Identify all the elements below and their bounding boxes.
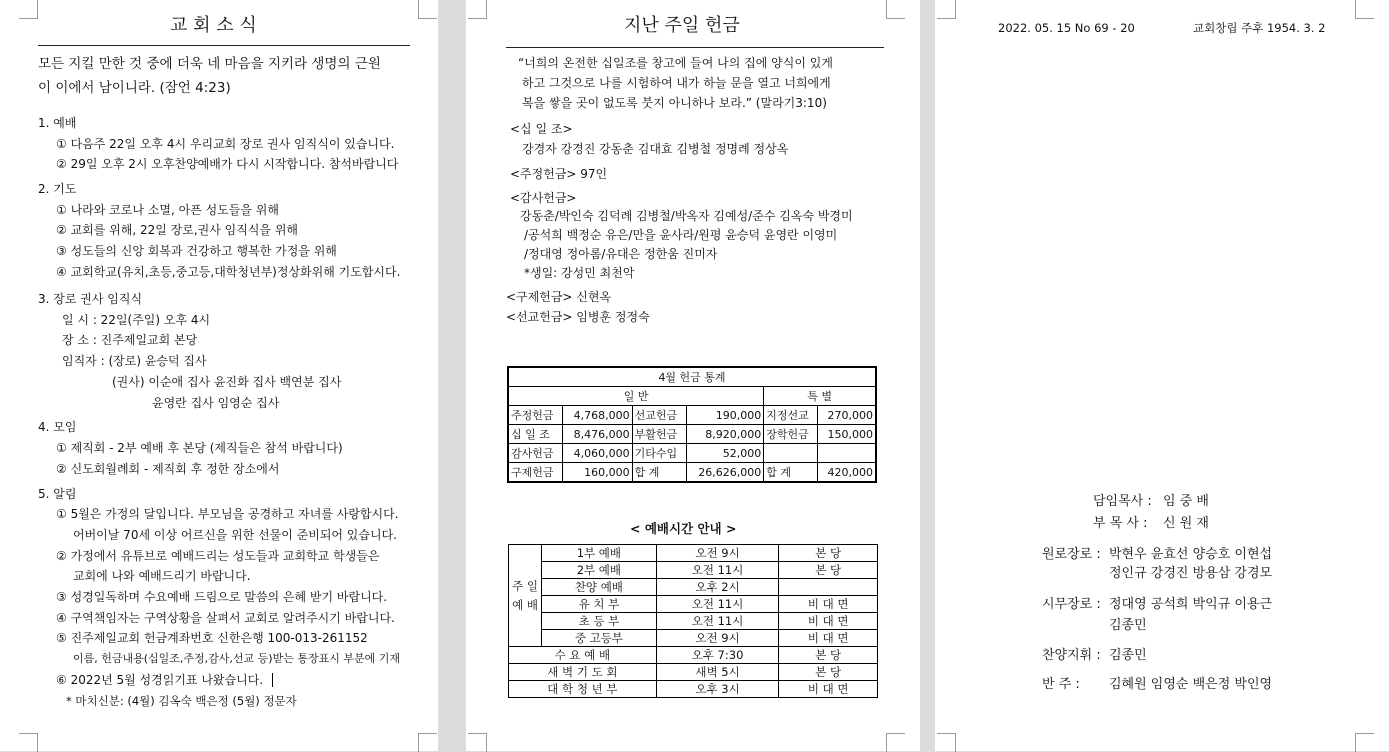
offering-label: <구제헌금> 신현옥 <box>506 290 612 304</box>
table-cell: 유 치 부 <box>542 596 657 613</box>
founding-date: 교회창립 주후 1954. 3. 2 <box>1193 21 1326 35</box>
table-row <box>509 647 878 664</box>
table-cell: 구제헌금 <box>508 463 563 483</box>
table-cell: 본 당 <box>779 545 878 562</box>
table-row <box>509 579 878 596</box>
table-cell: 새 벽 기 도 회 <box>509 664 657 681</box>
verse-line: 모든 지킬 만한 것 중에 더욱 네 마음을 지키라 생명의 근원 <box>38 56 381 72</box>
table-cell: 비 대 면 <box>779 613 878 630</box>
news-item: ① 다음주 22일 오후 4시 우리교회 장로 권사 임직식이 있습니다. <box>56 137 395 151</box>
monthly-offering-stats <box>507 366 877 483</box>
table-cell: 비 대 면 <box>779 681 878 698</box>
title-underline <box>38 45 410 46</box>
page-cover-staff <box>935 0 1389 751</box>
choir-name: 김종민 <box>1109 648 1147 663</box>
table-cell: 오후 2시 <box>656 579 779 596</box>
section-heading: 2. 기도 <box>38 182 77 196</box>
offering-label: <선교헌금> 임병훈 정정숙 <box>506 310 650 324</box>
staff-role: 부 목 사 : <box>1093 516 1148 531</box>
stats-special-header: 특 별 <box>764 387 876 406</box>
table-cell: 중 고등부 <box>542 630 657 647</box>
table-cell: 2부 예배 <box>542 562 657 579</box>
table-row <box>509 545 878 562</box>
page-offerings <box>466 0 920 751</box>
elder-names: 정대영 공석희 박익규 이용근 <box>1109 597 1273 612</box>
page-title: 지난 주일 헌금 <box>624 15 740 36</box>
page-corner-mark <box>886 0 905 19</box>
page-corner-mark <box>1355 733 1374 752</box>
verse-line: 이 이에서 남이니라. (잠언 4:23) <box>38 80 231 96</box>
table-cell: 장학헌금 <box>764 425 818 444</box>
quote-line: 하고 그것으로 나를 시험하여 내가 하늘 문을 열고 너희에게 <box>522 76 831 90</box>
news-item: 어버이날 70세 이상 어르신을 위한 선물이 준비되어 있습니다. <box>73 528 397 542</box>
table-row <box>508 444 876 463</box>
sunday-worship-label: 주 일 예 배 <box>509 545 542 647</box>
page-corner-mark <box>886 733 905 752</box>
page-corner-mark <box>937 733 956 752</box>
stats-general-header: 일 반 <box>508 387 764 406</box>
table-cell: 찬양 예배 <box>542 579 657 596</box>
staff-role: 담임목사 : <box>1093 494 1152 509</box>
news-item: ① 제직회 - 2부 예배 후 본당 (제직들은 참석 바랍니다) <box>56 441 343 455</box>
table-row <box>509 681 878 698</box>
news-item: ① 나라와 코로나 소멸, 아픈 성도들을 위해 <box>56 203 279 217</box>
news-item: ② 신도회월례회 - 제직회 후 정한 장소에서 <box>56 462 280 476</box>
accompanist-role: 반 주 : <box>1042 677 1080 692</box>
offering-label: <주정헌금> 97인 <box>510 167 608 181</box>
elder-role: 원로장로 : <box>1042 547 1101 562</box>
news-item: ④ 교회학교(유치,초등,중고등,대학청년부)정상화위해 기도합시다. <box>56 265 401 279</box>
table-cell: 8,920,000 <box>686 425 763 444</box>
page-corner-mark <box>418 733 437 752</box>
table-cell <box>764 444 818 463</box>
section-heading: 1. 예배 <box>38 116 77 130</box>
offering-label: <감사헌금> <box>510 191 577 205</box>
table-cell: 본 당 <box>779 647 878 664</box>
table-cell: 오전 9시 <box>656 630 779 647</box>
table-cell: 150,000 <box>818 425 876 444</box>
quote-line: 복을 쌓을 곳이 없도록 붓지 아니하나 보라.” (말라기3:10) <box>522 96 827 110</box>
news-item: 임직자 : (장로) 윤승덕 집사 <box>62 354 207 368</box>
birthday-names: *생일: 강성민 최천악 <box>524 266 635 280</box>
quote-line: “너희의 온전한 십일조를 창고에 들여 나의 집에 양식이 있게 <box>518 56 833 70</box>
table-cell: 4,060,000 <box>563 444 632 463</box>
page-corner-mark <box>19 733 38 752</box>
section-heading: 4. 모임 <box>38 420 77 434</box>
news-item: 교회에 나와 예배드리기 바랍니다. <box>73 569 251 583</box>
issue-date: 2022. 05. 15 No 69 - 20 <box>998 21 1135 35</box>
table-cell: 52,000 <box>686 444 763 463</box>
news-item: 이름, 헌금내용(십일조,주정,감사,선교 등)받는 통장표시 부분에 기재 <box>73 652 400 665</box>
table-row <box>509 630 878 647</box>
staff-name: 신 원 재 <box>1163 516 1209 531</box>
table-cell: 초 등 부 <box>542 613 657 630</box>
table-cell: 대 학 청 년 부 <box>509 681 657 698</box>
news-item: ② 가정에서 유튜브로 예배드리는 성도들과 교회학교 학생들은 <box>56 549 380 563</box>
table-cell: 수 요 예 배 <box>509 647 657 664</box>
offering-names: 강경자 강경진 강동춘 김대효 김병철 정명례 정상옥 <box>522 142 789 156</box>
table-row <box>508 425 876 444</box>
table-cell: 비 대 면 <box>779 596 878 613</box>
news-item: 일 시 : 22일(주일) 오후 4시 <box>62 313 211 327</box>
table-cell: 선교헌금 <box>632 406 686 425</box>
table-cell: 부활헌금 <box>632 425 686 444</box>
table-row <box>508 463 876 483</box>
table-cell: 오전 11시 <box>656 613 779 630</box>
table-cell: 오후 7:30 <box>656 647 779 664</box>
table-cell: 기타수입 <box>632 444 686 463</box>
table-cell: 본 당 <box>779 562 878 579</box>
elder-names: 박현우 윤효선 양승호 이현섭 <box>1109 547 1273 562</box>
table-cell: 420,000 <box>818 463 876 483</box>
table-row <box>509 562 878 579</box>
section-heading: 5. 알림 <box>38 487 77 501</box>
table-cell: 주정헌금 <box>508 406 563 425</box>
page-corner-mark <box>418 0 437 19</box>
news-item: ③ 성도들의 신앙 회복과 건강하고 행복한 가정을 위해 <box>56 244 337 258</box>
page-corner-mark <box>1355 0 1374 19</box>
table-cell: 새벽 5시 <box>656 664 779 681</box>
page-corner-mark <box>19 0 38 19</box>
table-cell: 270,000 <box>818 406 876 425</box>
page-corner-mark <box>468 0 487 19</box>
offering-names: /공석희 백정순 유은/만을 윤사라/원평 윤승덕 윤영란 이영미 <box>524 228 838 242</box>
stats-title: 4월 헌금 통계 <box>508 367 876 387</box>
news-item: ③ 성경일독하며 수요예배 드림으로 말씀의 은혜 받기 바랍니다. <box>56 590 388 604</box>
table-cell: 비 대 면 <box>779 630 878 647</box>
page-church-news <box>0 0 438 751</box>
table-cell: 합 계 <box>632 463 686 483</box>
table-cell: 합 계 <box>764 463 818 483</box>
news-item: ② 교회를 위해, 22일 장로,권사 임직식을 위해 <box>56 223 299 237</box>
news-item: ① 5월은 가정의 달입니다. 부모님을 공경하고 자녀를 사랑합시다. <box>56 507 399 521</box>
elder-role: 시무장로 : <box>1042 597 1101 612</box>
page-corner-mark <box>468 733 487 752</box>
text-cursor <box>272 673 273 687</box>
table-cell: 26,626,000 <box>686 463 763 483</box>
table-cell <box>818 444 876 463</box>
elder-names: 정인규 강경진 방용삼 강경모 <box>1109 566 1273 581</box>
news-item: ⑤ 진주제일교회 헌금계좌번호 신한은행 100-013-261152 <box>56 631 368 645</box>
accompanist-names: 김혜원 임영순 백은정 박인영 <box>1109 677 1273 692</box>
staff-name: 임 중 배 <box>1163 494 1209 509</box>
page-corner-mark <box>937 0 956 19</box>
choir-role: 찬양지휘 : <box>1042 648 1101 663</box>
table-cell: 오후 3시 <box>656 681 779 698</box>
table-cell <box>779 579 878 596</box>
table-cell: 지정선교 <box>764 406 818 425</box>
table-cell: 8,476,000 <box>563 425 632 444</box>
news-item: 장 소 : 진주제일교회 본당 <box>62 333 198 347</box>
section-heading: 3. 장로 권사 임직식 <box>38 292 143 306</box>
table-cell: 오전 11시 <box>656 596 779 613</box>
table-cell: 오전 9시 <box>656 545 779 562</box>
table-cell: 오전 11시 <box>656 562 779 579</box>
table-cell: 1부 예배 <box>542 545 657 562</box>
table-cell: 십 일 조 <box>508 425 563 444</box>
table-cell: 본 당 <box>779 664 878 681</box>
elder-names: 김종민 <box>1109 618 1147 633</box>
offering-names: 강동춘/박인숙 김덕례 김병철/박옥자 김예성/준수 김옥숙 박경미 <box>520 209 853 223</box>
news-item: * 마치신분: (4월) 김옥숙 백은정 (5월) 정문자 <box>66 694 297 708</box>
news-item: (권사) 이순애 집사 윤진화 집사 백연분 집사 <box>112 375 342 389</box>
table-cell: 160,000 <box>563 463 632 483</box>
news-item: ② 29일 오후 2시 오후찬양예배가 다시 시작합니다. 참석바랍니다 <box>56 157 399 171</box>
news-item: ④ 구역책임자는 구역상황을 살펴서 교회로 알려주시기 바랍니다. <box>56 611 395 625</box>
table-row <box>509 596 878 613</box>
table-cell: 감사헌금 <box>508 444 563 463</box>
table-row <box>509 664 878 681</box>
table-cell: 4,768,000 <box>563 406 632 425</box>
news-item: 윤영란 집사 임영순 집사 <box>152 396 280 410</box>
page-title: 교 회 소 식 <box>170 15 257 36</box>
worship-schedule <box>508 544 878 698</box>
title-underline <box>506 47 884 48</box>
table-row <box>509 613 878 630</box>
schedule-title: < 예배시간 안내 > <box>630 521 737 536</box>
offering-names: /정대영 정아롬/유대은 정한움 진미자 <box>524 247 718 261</box>
news-item: ⑥ 2022년 5월 성경읽기표 나왔습니다. <box>56 673 264 687</box>
table-cell: 190,000 <box>686 406 763 425</box>
table-row <box>508 406 876 425</box>
offering-label: <십 일 조> <box>510 122 573 136</box>
